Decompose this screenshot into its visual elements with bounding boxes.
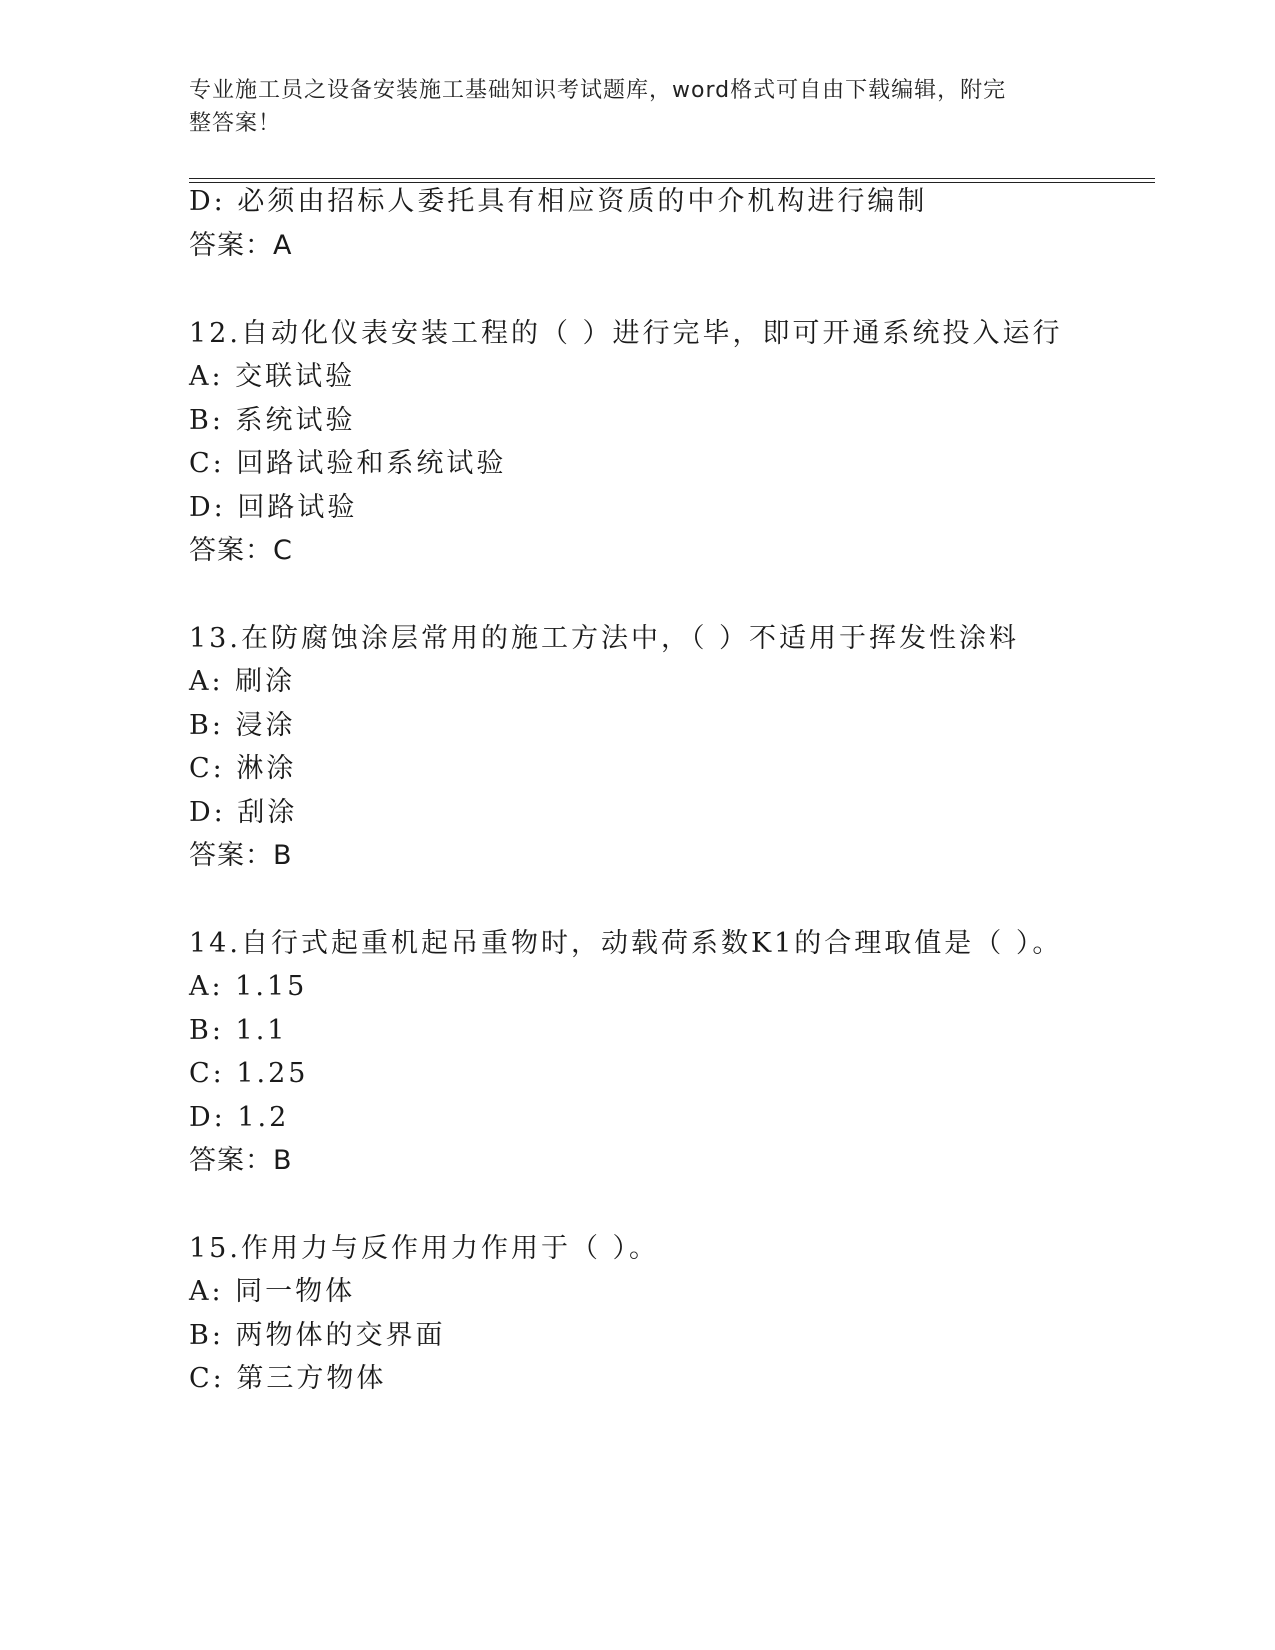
option-line: C: 1.25 — [189, 1058, 309, 1089]
answer-line: 答案：B — [189, 840, 293, 871]
option-line: A: 刷涂 — [189, 666, 296, 697]
answer-line: 答案：A — [189, 230, 293, 261]
option-line: D: 1.2 — [189, 1102, 290, 1133]
option-line: B: 两物体的交界面 — [189, 1320, 446, 1351]
answer-line: 答案：C — [189, 535, 293, 566]
option-line: C: 淋涂 — [189, 753, 297, 784]
option-line: D: 必须由招标人委托具有相应资质的中介机构进行编制 — [189, 186, 928, 217]
header-divider-top — [189, 178, 1155, 179]
option-line: D: 回路试验 — [189, 492, 358, 523]
option-line: C: 第三方物体 — [189, 1363, 387, 1394]
option-line: B: 1.1 — [189, 1015, 288, 1046]
option-line: D: 刮涂 — [189, 797, 298, 828]
option-line: B: 浸涂 — [189, 710, 296, 741]
question-line: 12.自动化仪表安装工程的（ ）进行完毕，即可开通系统投入运行 — [189, 318, 1063, 349]
header-line-1: 专业施工员之设备安装施工基础知识考试题库，word格式可自由下载编辑，附完 — [189, 78, 1007, 103]
option-line: A: 1.15 — [189, 971, 308, 1002]
header-divider-bottom — [189, 182, 1155, 183]
option-line: A: 交联试验 — [189, 361, 356, 392]
question-line: 15.作用力与反作用力作用于（ ）。 — [189, 1233, 660, 1264]
option-line: C: 回路试验和系统试验 — [189, 448, 507, 479]
question-line: 14.自行式起重机起吊重物时，动载荷系数K1的合理取值是（ ）。 — [189, 928, 1063, 959]
header-line-2: 整答案！ — [189, 111, 282, 136]
question-line: 13.在防腐蚀涂层常用的施工方法中，（ ）不适用于挥发性涂料 — [189, 623, 1020, 654]
option-line: B: 系统试验 — [189, 405, 356, 436]
answer-line: 答案：B — [189, 1145, 293, 1176]
page-header — [189, 74, 1069, 140]
option-line: A: 同一物体 — [189, 1276, 356, 1307]
